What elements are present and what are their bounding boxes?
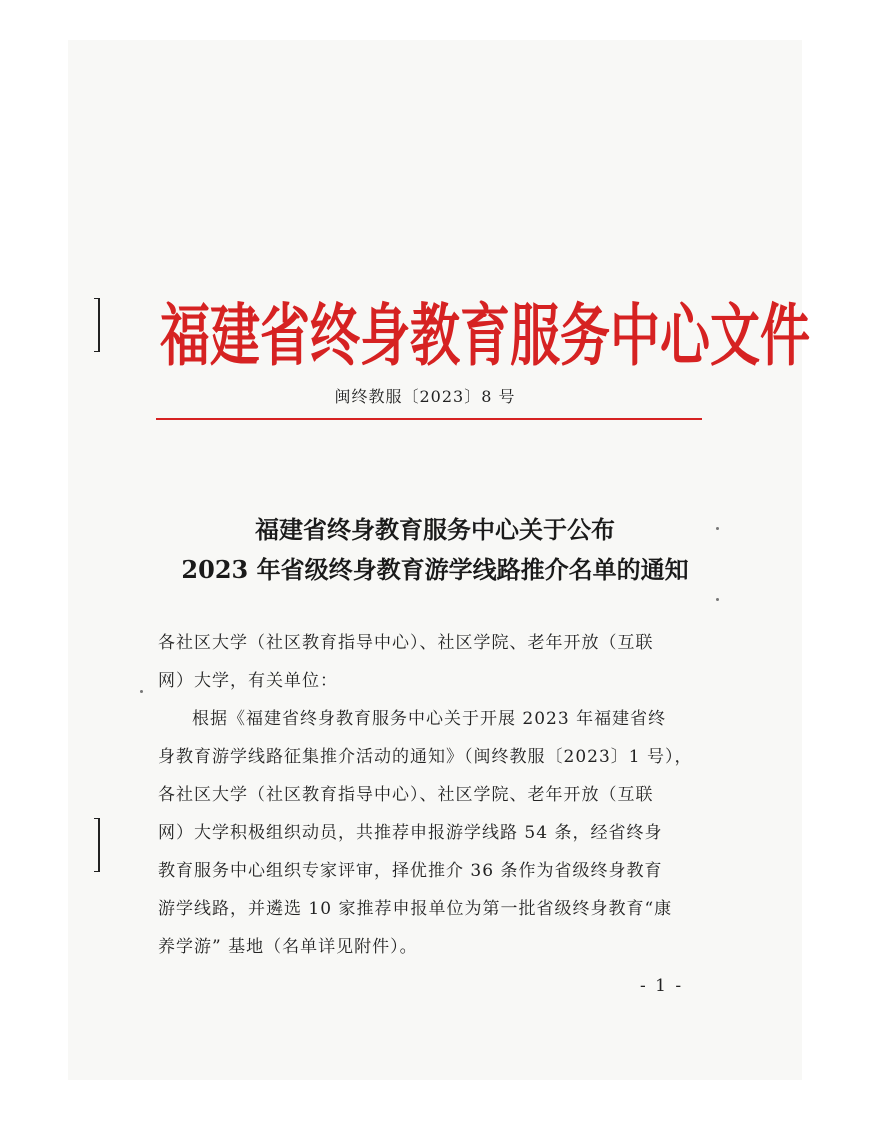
page-number: - 1 -: [640, 976, 684, 996]
body-line-2: 网）大学，有关单位：: [158, 671, 338, 691]
notice-title-line-2: 2023 年省级终身教育游学线路推介名单的通知: [181, 555, 689, 584]
binding-mark-bottom: [94, 818, 100, 872]
scan-speck: [716, 598, 719, 601]
body-line-6: 网）大学积极组织动员，共推荐申报游学线路 54 条，经省终身: [158, 823, 663, 843]
document-number: 闽终教服〔2023〕8 号: [334, 387, 516, 406]
scan-speck: [140, 690, 143, 693]
binding-mark-top: [94, 298, 100, 352]
body-line-9: 养学游” 基地（名单详见附件）。: [158, 937, 418, 957]
body-line-8: 游学线路，并遴选 10 家推荐申报单位为第一批省级终身教育“康: [158, 899, 673, 919]
agency-header-title: 福建省终身教育服务中心文件: [160, 295, 810, 376]
scan-speck: [716, 527, 719, 530]
body-line-4: 身教育游学线路征集推介活动的通知》（闽终教服〔2023〕1 号），: [158, 747, 693, 767]
body-line-3: 根据《福建省终身教育服务中心关于开展 2023 年福建省终: [192, 709, 667, 729]
body-line-7: 教育服务中心组织专家评审，择优推介 36 条作为省级终身教育: [158, 861, 663, 881]
body-line-5: 各社区大学（社区教育指导中心）、社区学院、老年开放（互联: [158, 785, 654, 805]
body-line-1: 各社区大学（社区教育指导中心）、社区学院、老年开放（互联: [158, 633, 654, 653]
notice-title-line-1: 福建省终身教育服务中心关于公布: [255, 515, 615, 544]
red-divider-line: [156, 418, 702, 420]
